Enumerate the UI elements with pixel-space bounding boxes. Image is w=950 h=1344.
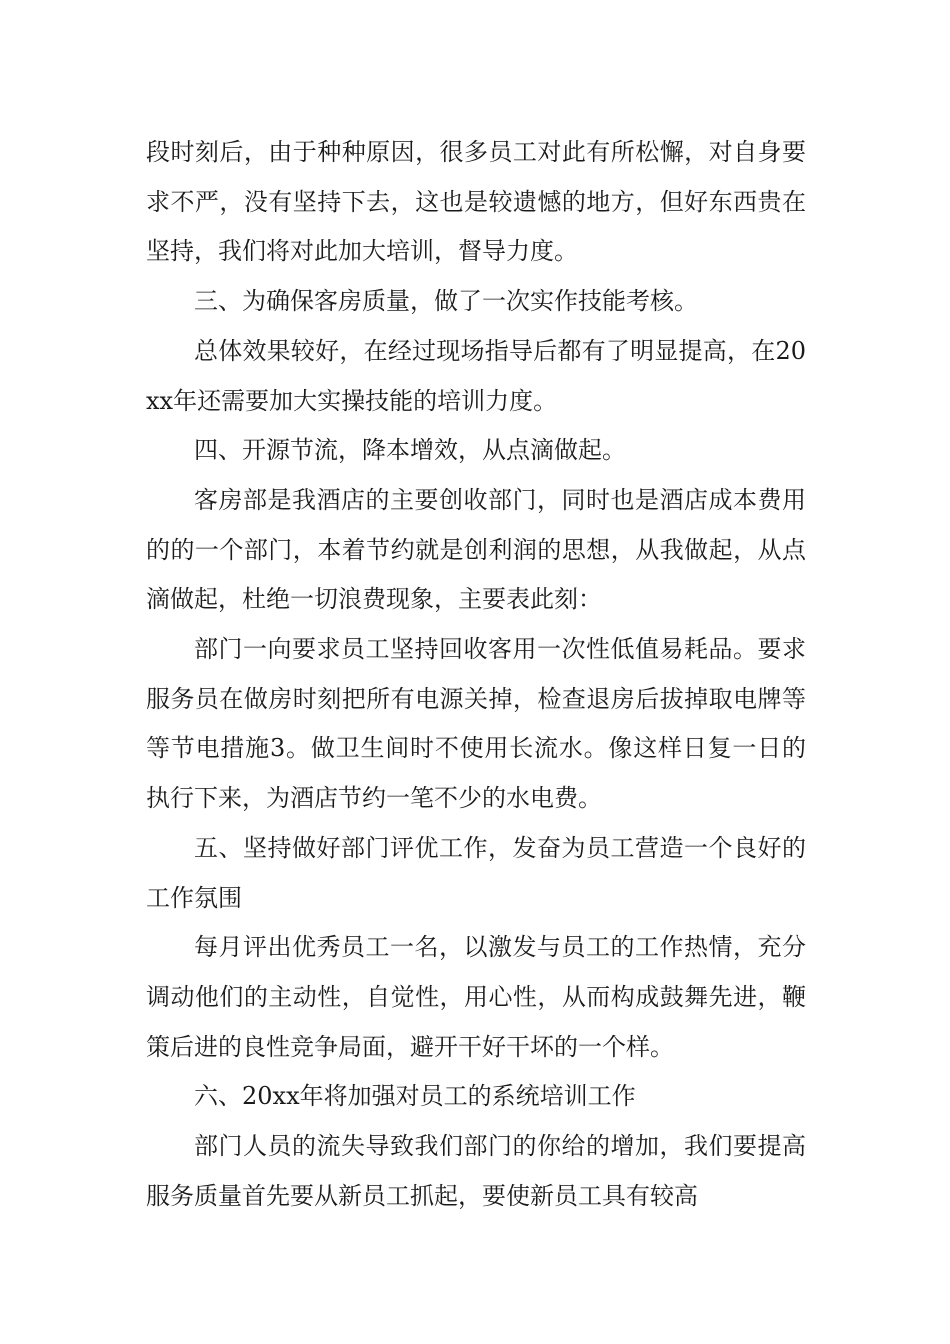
section-heading: 六、20xx年将加强对员工的系统培训工作 <box>194 1082 636 1111</box>
paragraph: 每月评出优秀员工一名，以激发与员工的工作热情，充分调动他们的主动性，自觉性，用心性，从而构成鼓舞先进，鞭策后进的良性竞争局面，避开干好干坏的一个样。 <box>146 933 806 1061</box>
section-heading: 四、开源节流，降本增效，从点滴做起。 <box>194 436 626 465</box>
section-heading: 三、为确保客房质量，做了一次实作技能考核。 <box>194 287 698 316</box>
document-body <box>146 128 806 1221</box>
section-heading: 五、坚持做好部门评优工作，发奋为员工营造一个良好的工作氛围 <box>146 833 806 912</box>
paragraph: 段时刻后，由于种种原因，很多员工对此有所松懈，对自身要求不严，没有坚持下去，这也是较遗憾的地方，但好东西贵在坚持，我们将对此加大培训，督导力度。 <box>146 138 806 266</box>
paragraph: 客房部是我酒店的主要创收部门，同时也是酒店成本费用的的一个部门，本着节约就是创利润的思想，从我做起，从点滴做起，杜绝一切浪费现象，主要表此刻： <box>146 485 806 614</box>
paragraph: 部门人员的流失导致我们部门的你给的增加，我们要提高服务质量首先要从新员工抓起，要使新员工具有较高 <box>146 1132 806 1210</box>
paragraph: 部门一向要求员工坚持回收客用一次性低值易耗品。要求服务员在做房时刻把所有电源关掉，检查退房后拔掉取电牌等等节电措施3。做卫生间时不使用长流水。像这样日复一日的执行下来，为酒店节约一笔不少的水电费。 <box>146 635 806 813</box>
paragraph: 总体效果较好，在经过现场指导后都有了明显提高，在20xx年还需要加大实操技能的培训力度。 <box>146 336 806 415</box>
